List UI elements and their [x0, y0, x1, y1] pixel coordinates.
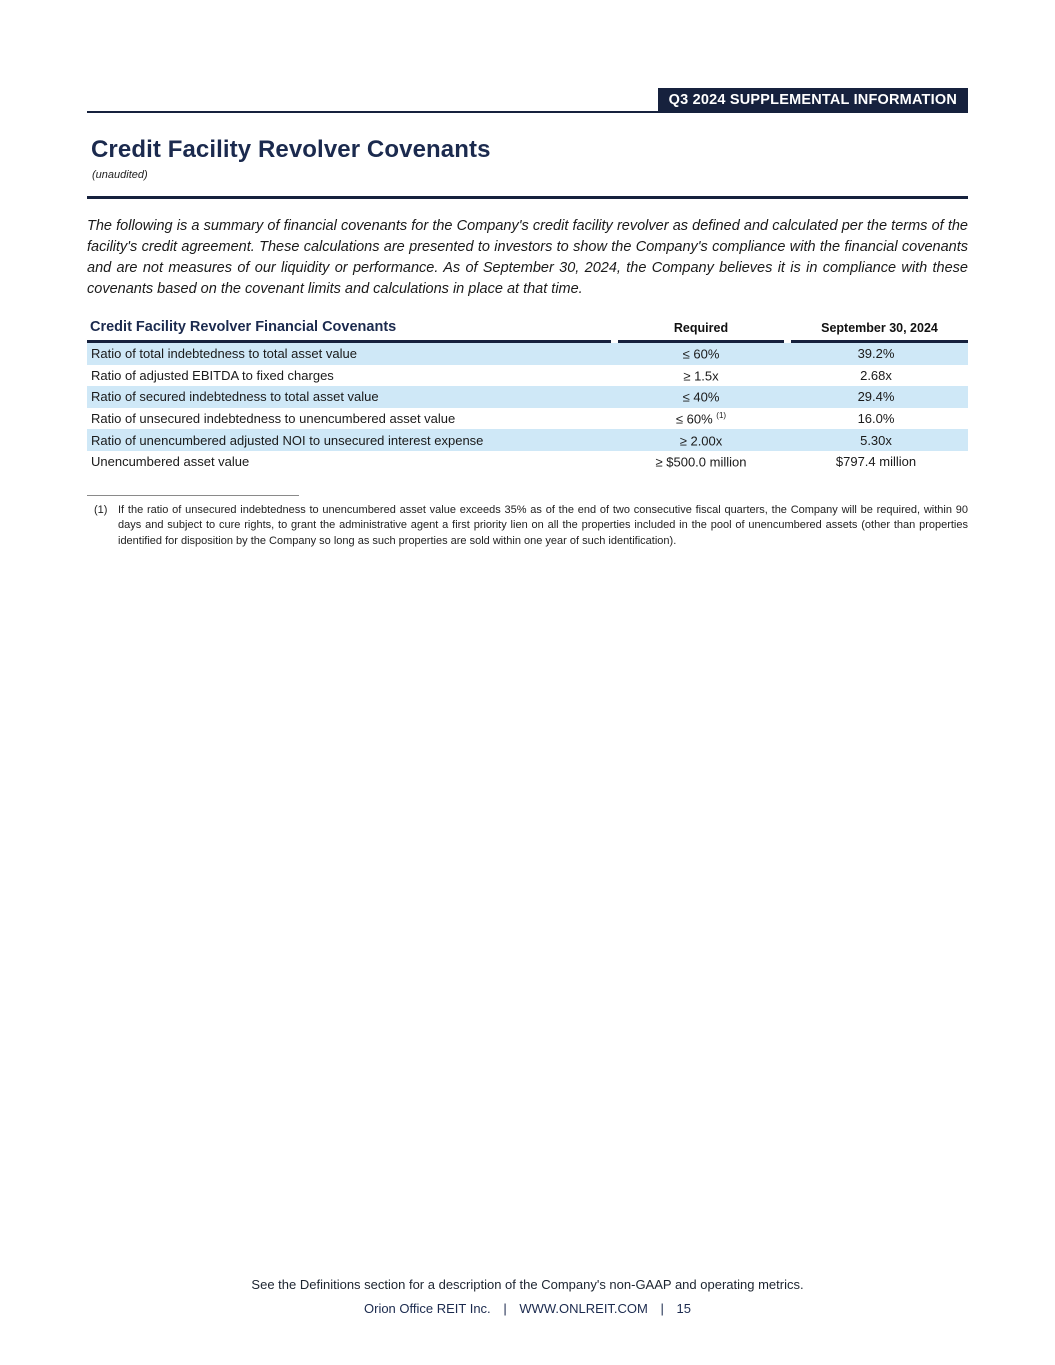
table-row: [87, 365, 968, 387]
required-value: [618, 433, 784, 448]
actual-value: 16.0%: [857, 411, 895, 427]
title-divider: [87, 196, 968, 199]
covenant-table: [87, 319, 968, 473]
footer-company-line: [0, 1301, 1055, 1316]
header-band: [87, 0, 968, 113]
footnote-text: If the ratio of unsecured indebtedness to unencumbered asset value exceeds 35% as of the end of two consecutive fiscal quarters, the Company will be required, within 90 days and subject to cure rights, to grant the administrative agent a first priority lien on all the properties included in the pool of unencumbered assets (other than properties identified for disposition by the Company so long as such properties are sold within one year of such identification).: [118, 503, 968, 547]
required-text: ≥ 1.5x: [683, 368, 719, 384]
required-value: [618, 411, 784, 426]
table-row: [87, 451, 968, 473]
page-title: Credit Facility Revolver Covenants: [91, 136, 491, 163]
footnote-ref: (1): [716, 410, 727, 420]
column-header-required: Required: [618, 321, 784, 343]
footnote-marker: (1): [94, 503, 108, 516]
page-number: 15: [676, 1301, 691, 1316]
covenant-label: Ratio of total indebtedness to total asset value: [91, 346, 357, 362]
column-header-date: September 30, 2024: [791, 321, 968, 343]
column-header-covenants: Credit Facility Revolver Financial Covenants: [87, 319, 611, 343]
actual-value: 2.68x: [860, 367, 892, 383]
table-row: [87, 408, 968, 430]
footnote: [87, 503, 968, 550]
required-value: [618, 454, 784, 469]
actual-value: 5.30x: [860, 432, 892, 448]
company-name: Orion Office REIT Inc.: [364, 1301, 491, 1316]
actual-value: 39.2%: [857, 346, 895, 362]
covenant-label: Unencumbered asset value: [91, 454, 250, 470]
page-footer: [0, 1277, 1055, 1316]
unaudited-label: (unaudited): [92, 169, 148, 181]
table-row: [87, 429, 968, 451]
website-url: WWW.ONLREIT.COM: [519, 1301, 648, 1316]
definitions-note: See the Definitions section for a description of the Company's non-GAAP and operating metrics.: [251, 1277, 804, 1292]
actual-value: $797.4 million: [835, 454, 917, 470]
table-row: [87, 386, 968, 408]
required-value: [618, 389, 784, 404]
required-text: ≤ 40%: [682, 389, 720, 405]
required-value: [618, 346, 784, 361]
footer-separator: |: [503, 1301, 507, 1316]
required-text: ≤ 60%: [682, 346, 720, 362]
required-text: ≥ 2.00x: [679, 432, 723, 448]
table-header-row: [87, 319, 968, 343]
covenant-label: Ratio of secured indebtedness to total asset value: [91, 389, 379, 405]
covenant-label: Ratio of unsecured indebtedness to unencumbered asset value: [91, 411, 456, 427]
covenant-label: Ratio of unencumbered adjusted NOI to unsecured interest expense: [91, 432, 484, 448]
required-text: ≥ $500.0 million: [655, 454, 747, 470]
footnote-divider: [87, 495, 299, 496]
actual-value: 29.4%: [857, 389, 895, 405]
required-value: [618, 368, 784, 383]
report-banner: Q3 2024 SUPPLEMENTAL INFORMATION: [658, 88, 968, 111]
table-row: [87, 343, 968, 365]
required-text: ≤ 60%: [675, 411, 717, 427]
intro-paragraph: The following is a summary of financial covenants for the Company's credit facility revolver as defined and calculated per the terms of the facility's credit agreement. These calculations are presented to investors to show the Company's compliance with the financial covenants and are not measures of our liquidity or performance. As of September 30, 2024, the Company believes it is in compliance with these covenants based on the covenant limits and calculations in place at that time.: [87, 218, 968, 297]
footnote-block: [87, 495, 968, 550]
footer-separator: |: [660, 1301, 664, 1316]
covenant-label: Ratio of adjusted EBITDA to fixed charges: [91, 367, 334, 383]
